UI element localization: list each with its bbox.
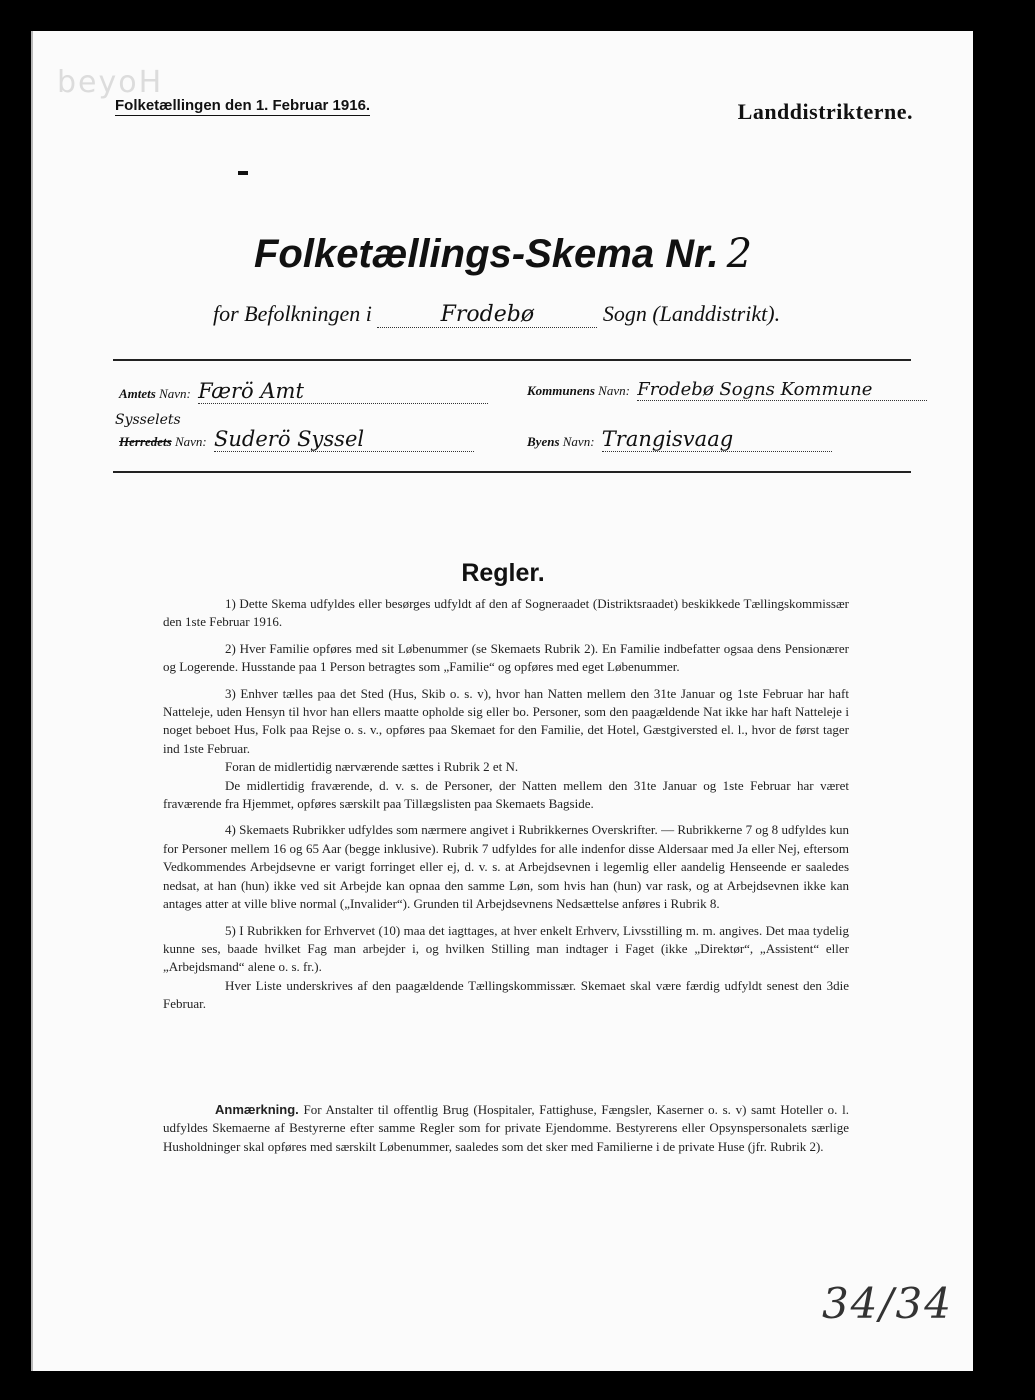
rule-paragraph: 3) Enhver tælles paa det Sted (Hus, Skib o. s. v), hvor han Natten mellem den 31te Januar og 1ste Februar har haft Natteleje, uden Hensyn til hvor han ellers maatte opholde sig eller bo. Personer, som den paagældende Nat ikke har haft Natteleje i noget beboet Hus, Folk paa Rejse o. s. v., opføres paa Skemaet for den Familie, det Hotel, Gæstgiversted el. l., hvor de først tager ind 1ste Februar. bbox=[163, 685, 849, 756]
page-number: 34/34 bbox=[821, 1279, 953, 1328]
district-type-header: Landdistrikterne. bbox=[737, 99, 913, 124]
rules-heading: Regler. bbox=[461, 559, 545, 587]
archive-stamp: beyoH bbox=[57, 65, 164, 100]
divider-top bbox=[113, 359, 911, 361]
rule-paragraph: 5) I Rubrikken for Erhvervet (10) maa det iagttages, at hver enkelt Erhverv, Livsstilling m. m. angives. Det maa tydelig kunne ses, baade hvilket Fag man arbejder i, og hvilken Stilling man indtager i Faget (ikke „Direktør“, „Assistent“ eller „Arbejdsmand“ alene o. s. fr.). bbox=[163, 922, 849, 975]
rule-paragraph: De midlertidig fraværende, d. v. s. de Personer, der Natten mellem den 31te Januar og 1ste Februar har været fraværende fra Hjemmet, opføres særskilt paa Tillægslisten paa Skemaets Bagside. bbox=[163, 777, 849, 812]
parish-line-prefix: for Befolkningen i bbox=[213, 301, 372, 326]
by-label-n: Navn: bbox=[562, 434, 595, 449]
herred-field bbox=[115, 412, 474, 452]
rule-paragraph: 4) Skemaets Rubrikker udfyldes som nærmere angivet i Rubrikkernes Overskrifter. — Rubrikkerne 7 og 8 udfyldes kun for Personer mellem 16 og 65 Aar (begge inklusive). Rubrik 7 udfyldes for alle indenfor disse Aldersaar med Ja eller Nej, eftersom Vedkommendes Arbejdsevne er varigt forringet eller ej, d. v. s. at Arbejdsevnen i legemlig eller aandelig Henseende er saaledes nedsat, at han (hun) ikke ved sit Arbejde kan opnaa den samme Løn, som hvis han (hun) var rask, og at Arbejdsevnen ikke kan antages atter at ville blive normal („Invalider“). Grunden til Arbejdsevnens Nedsættelse anføres i Rubrik 8. bbox=[163, 822, 849, 912]
parish-line bbox=[213, 301, 780, 328]
kommune-field bbox=[527, 379, 927, 401]
parish-line-suffix: Sogn (Landdistrikt). bbox=[602, 301, 781, 326]
amt-value: Færö Amt bbox=[198, 379, 488, 404]
ink-mark bbox=[238, 171, 248, 175]
form-number: 2 bbox=[726, 231, 753, 277]
rule-paragraph: Foran de midlertidig nærværende sættes i Rubrik 2 et N. bbox=[225, 759, 519, 775]
rule-paragraph: Hver Liste underskrives af den paagældende Tællingskommissær. Skemaet skal være færdig udfyldt senest den 3die Februar. bbox=[163, 977, 849, 1012]
form-title-text: Folketællings-Skema Nr. bbox=[253, 232, 719, 276]
amt-label: Amtets bbox=[119, 386, 156, 401]
herred-label: Herredets bbox=[119, 434, 172, 449]
by-field bbox=[527, 427, 832, 452]
kommune-value: Frodebø Sogns Kommune bbox=[637, 379, 927, 401]
herred-handwritten-correction: Sysselets bbox=[115, 412, 181, 428]
amt-field bbox=[119, 379, 488, 404]
kommune-label-n: Navn: bbox=[598, 383, 630, 398]
remark-paragraph bbox=[163, 1101, 849, 1156]
by-value: Trangisvaag bbox=[602, 427, 832, 452]
kommune-label: Kommunens bbox=[527, 383, 595, 398]
census-date-header: Folketællingen den 1. Februar 1916. bbox=[115, 97, 371, 114]
rule-paragraph: 1) Dette Skema udfyldes eller besørges udfyldt af den af Sogneraadet (Distriktsraadet) beskikkede Tællingskommissær den 1ste Februar 1916. bbox=[163, 596, 849, 630]
amt-label-n: Navn: bbox=[159, 386, 191, 401]
divider-bottom bbox=[113, 471, 911, 473]
rule-paragraph: 2) Hver Familie opføres med sit Løbenummer (se Skemaets Rubrik 2). En Familie indbefatter ogsaa dens Pensionærer og Logerende. Husstande paa 1 Person betragtes som „Familie“ og opføres med eget Løbenummer. bbox=[163, 640, 849, 675]
herred-value: Suderö Syssel bbox=[214, 427, 474, 452]
rules-body bbox=[163, 595, 849, 1022]
form-title bbox=[33, 231, 973, 277]
parish-value: Frodebø bbox=[377, 302, 597, 328]
by-label: Byens bbox=[527, 434, 560, 449]
census-form-page bbox=[31, 31, 973, 1371]
remark-label: Anmærkning. bbox=[215, 1102, 299, 1117]
herred-label-n: Navn: bbox=[174, 434, 207, 449]
remark-text: For Anstalter til offentlig Brug (Hospitaler, Fattighuse, Fængsler, Kaserner o. s. v) samt Hoteller o. l. udfyldes Skemaerne af Bestyrerne efter samme Regler som for private Ejendomme. Bestyrerens eller Opsynspersonalets særlige Husholdninger skal opføres med særskilt Løbenummer, saaledes som det sker med Familierne i de private Huse (jfr. Rubrik 2). bbox=[163, 1102, 849, 1154]
